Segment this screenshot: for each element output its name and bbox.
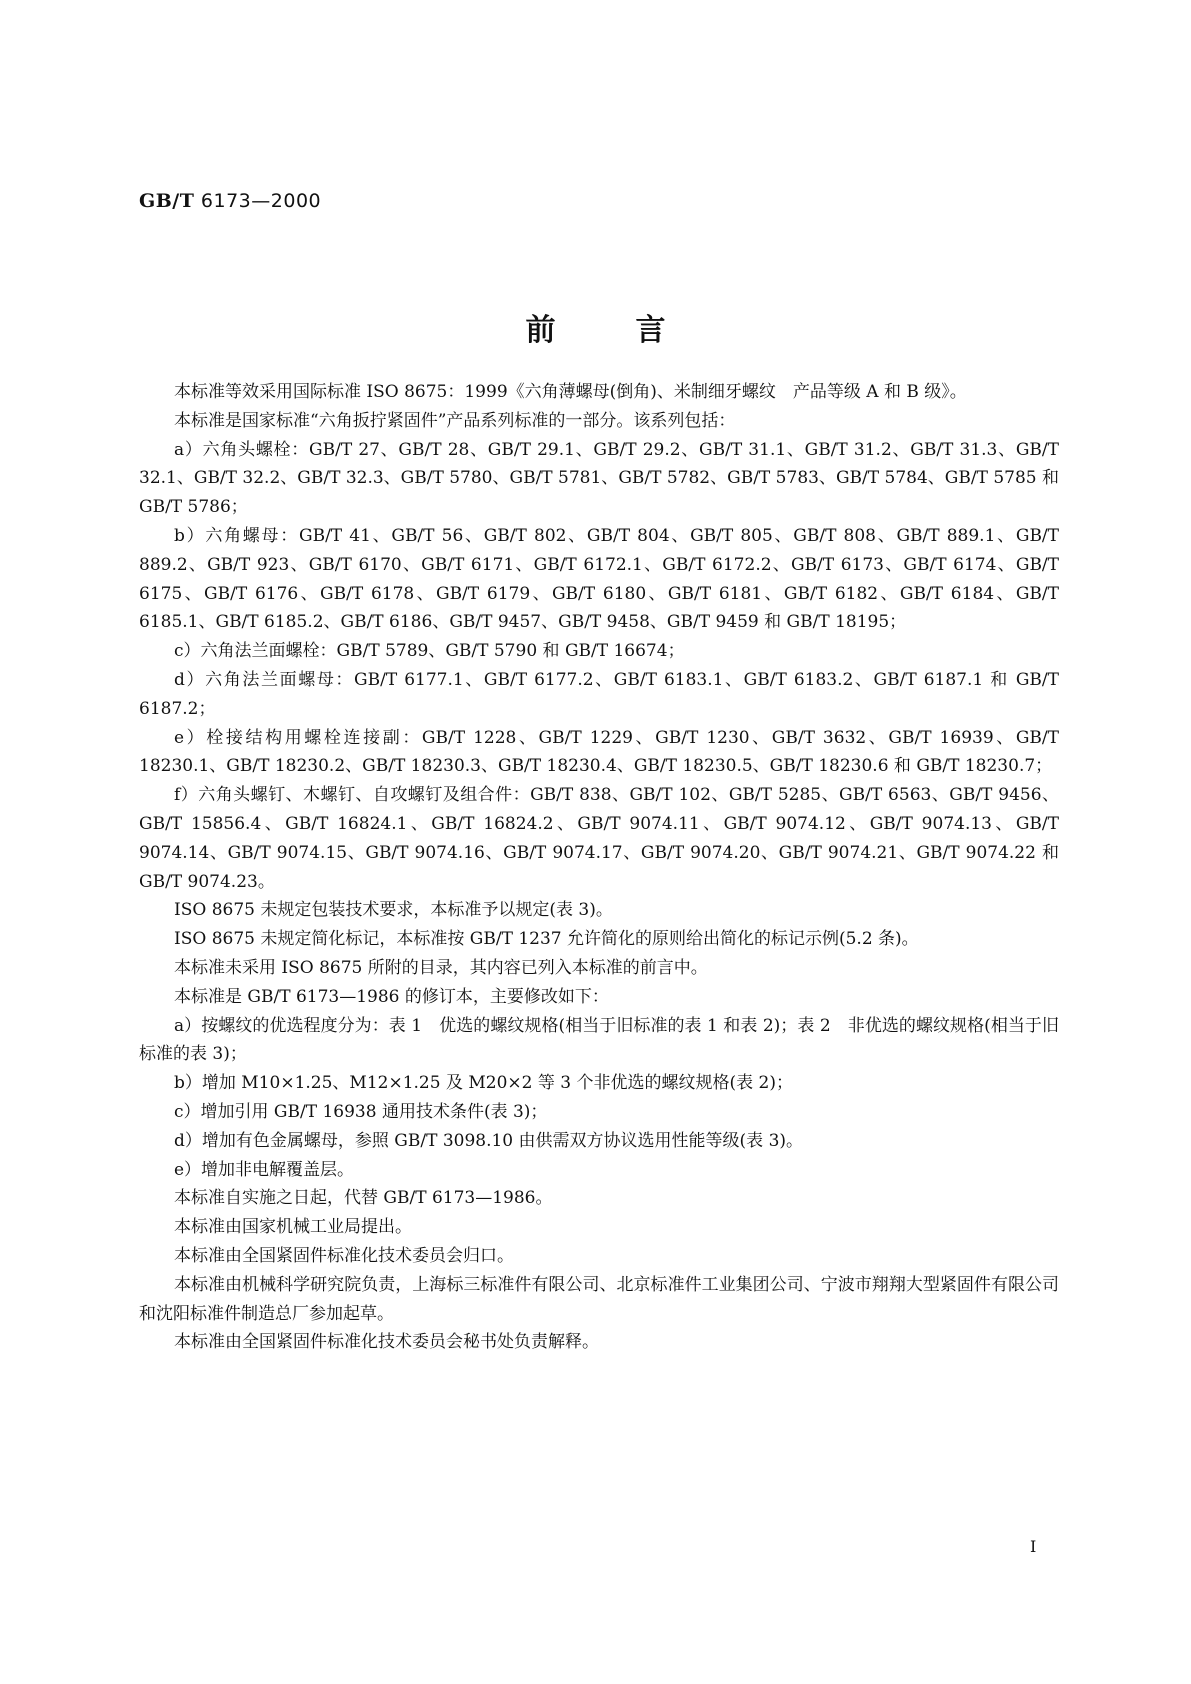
paragraph: 本标准由机械科学研究院负责，上海标三标准件有限公司、北京标准件工业集团公司、宁波市翔翔大型紧固件有限公司和沈阳标准件制造总厂参加起草。 <box>139 1274 1059 1324</box>
standard-code <box>139 190 321 212</box>
list-item: b）增加 M10×1.25、M12×1.25 及 M20×2 等 3 个非优选的螺纹规格(表 2)； <box>174 1073 793 1094</box>
list-item: d）增加有色金属螺母，参照 GB/T 3098.10 由供需双方协议选用性能等级(表 3)。 <box>174 1130 804 1151</box>
foreword-body <box>139 378 1059 1357</box>
list-item: e）增加非电解覆盖层。 <box>174 1159 355 1180</box>
list-item: c）增加引用 GB/T 16938 通用技术条件(表 3)； <box>174 1101 548 1122</box>
list-item: b）六角螺母：GB/T 41、GB/T 56、GB/T 802、GB/T 804、GB/T 805、GB/T 808、GB/T 889.1、GB/T 889.2、GB/T 923、GB/T 6170、GB/T 6171、GB/T 6172.1、GB/T 6172.2、GB/T 6173、GB/T 6174、GB/T 6175、GB/T 6176、GB/T 6178、GB/T 6179、GB/T 6180、GB/T 6181、GB/T 6182、GB/T 6184、GB/T 6185.1、GB/T 6185.2、GB/T 6186、GB/T 9457、GB/T 9458、GB/T 9459 和 GB/T 18195； <box>139 525 1059 633</box>
list-item: f）六角头螺钉、木螺钉、自攻螺钉及组合件：GB/T 838、GB/T 102、GB/T 5285、GB/T 6563、GB/T 9456、GB/T 15856.4、GB/T 16824.1、GB/T 16824.2、GB/T 9074.11、GB/T 9074.12、GB/T 9074.13、GB/T 9074.14、GB/T 9074.15、GB/T 9074.16、GB/T 9074.17、GB/T 9074.20、GB/T 9074.21、GB/T 9074.22 和 GB/T 9074.23。 <box>139 785 1059 892</box>
list-item: c）六角法兰面螺栓：GB/T 5789、GB/T 5790 和 GB/T 16674； <box>174 641 685 662</box>
list-item: d）六角法兰面螺母：GB/T 6177.1、GB/T 6177.2、GB/T 6183.1、GB/T 6183.2、GB/T 6187.1 和 GB/T 6187.2； <box>139 669 1059 719</box>
paragraph: 本标准等效采用国际标准 ISO 8675：1999《六角薄螺母(倒角)、米制细牙螺纹 产品等级 A 和 B 级》。 <box>174 382 967 402</box>
paragraph: 本标准是国家标准“六角扳拧紧固件”产品系列标准的一部分。该系列包括： <box>174 410 736 431</box>
list-item: e）栓接结构用螺栓连接副：GB/T 1228、GB/T 1229、GB/T 1230、GB/T 3632、GB/T 16939、GB/T 18230.1、GB/T 18230.2、GB/T 18230.3、GB/T 18230.4、GB/T 18230.5、GB/T 18230.6 和 GB/T 18230.7； <box>139 727 1059 777</box>
standard-code-number: 6173—2000 <box>200 190 322 212</box>
paragraph: 本标准是 GB/T 6173—1986 的修订本，主要修改如下： <box>174 986 609 1007</box>
paragraph: 本标准自实施之日起，代替 GB/T 6173—1986。 <box>174 1188 553 1209</box>
list-item: a）六角头螺栓：GB/T 27、GB/T 28、GB/T 29.1、GB/T 29.2、GB/T 31.1、GB/T 31.2、GB/T 31.3、GB/T 32.1、GB/T 32.2、GB/T 32.3、GB/T 5780、GB/T 5781、GB/T 5782、GB/T 5783、GB/T 5784、GB/T 5785 和 GB/T 5786； <box>139 439 1059 518</box>
paragraph: 本标准由全国紧固件标准化技术委员会秘书处负责解释。 <box>174 1332 599 1353</box>
paragraph: ISO 8675 未规定简化标记，本标准按 GB/T 1237 允许简化的原则给出简化的标记示例(5.2 条)。 <box>174 929 919 950</box>
page-number: I <box>1030 1537 1037 1556</box>
standard-code-prefix: GB/T <box>139 190 195 212</box>
paragraph: ISO 8675 未规定包装技术要求，本标准予以规定(表 3)。 <box>174 900 613 921</box>
paragraph: 本标准由全国紧固件标准化技术委员会归口。 <box>174 1245 514 1266</box>
paragraph: 本标准未采用 ISO 8675 所附的目录，其内容已列入本标准的前言中。 <box>174 957 708 978</box>
paragraph: 本标准由国家机械工业局提出。 <box>174 1217 412 1238</box>
page-title: 前言 <box>525 313 746 348</box>
list-item: a）按螺纹的优选程度分为：表 1 优选的螺纹规格(相当于旧标准的表 1 和表 2)；表 2 非优选的螺纹规格(相当于旧标准的表 3)； <box>139 1015 1059 1065</box>
